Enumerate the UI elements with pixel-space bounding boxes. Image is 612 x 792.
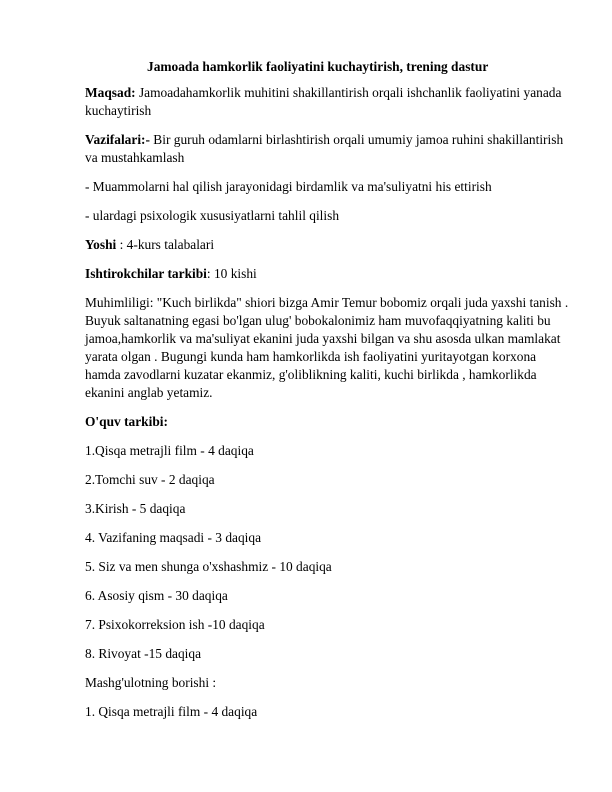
importance-paragraph: Muhimliligi: "Kuch birlikda" shiori bizga Amir Temur bobomiz orqali juda yaxshi tanish . Buyuk saltanatning egasi bo'lgan ulug' bobokalonimiz ham muvofaqqiyatning kaliti bu jamoa,hamkorlik va ma'suliyat ekanini juda yaxshi bilgan va shu asosda ulkan mamlakat yarata olgan . Bugungi kunda ham hamkorlikda ish faoliyatini yuritayotgan korxona hamda zavodlarni kuzatar ekanmiz, g'oliblikning kaliti, kuchi birlikda , hamkorlikda ekanini anglab yetamiz. (85, 295, 569, 400)
participants-text: : 10 kishi (206, 266, 257, 281)
curriculum-label: O'quv tarkibi: (85, 414, 168, 429)
goal-text: Jamoadahamkorlik muhitini shakillantirish orqali ishchanlik faoliyatini yanada kuchaytirish (85, 85, 562, 118)
task-item-3: - ulardagi psixologik xususiyatlarni tahlil qilish (85, 208, 340, 223)
curriculum-item-2: 2.Tomchi suv - 2 daqiqa (85, 472, 215, 487)
age-text: : 4-kurs talabalari (116, 237, 215, 252)
goal-label: Maqsad: (85, 85, 136, 100)
curriculum-item-1: 1.Qisqa metrajli film - 4 daqiqa (85, 443, 254, 458)
task-item-2: - Muammolarni hal qilish jarayonidagi birdamlik va ma'suliyatni his ettirish (85, 179, 492, 194)
goal-paragraph (85, 84, 575, 120)
session-heading: Mashg'ulotning borishi : (85, 675, 217, 690)
participants-label: Ishtirokchilar tarkibi (85, 266, 207, 281)
curriculum-item-4: 4. Vazifaning maqsadi - 3 daqiqa (85, 530, 262, 545)
curriculum-heading (85, 413, 575, 431)
document-body (85, 58, 575, 732)
document-title: Jamoada hamkorlik faoliyatini kuchaytirish, trening dastur (147, 59, 489, 74)
participants-paragraph (85, 265, 575, 283)
curriculum-item-8: 8. Rivoyat -15 daqiqa (85, 646, 202, 661)
tasks-paragraph (85, 131, 575, 167)
tasks-text: Bir guruh odamlarni birlashtirish orqali umumiy jamoa ruhini shakillantirish va mustahkamlash (85, 132, 564, 165)
age-paragraph (85, 236, 575, 254)
curriculum-item-5: 5. Siz va men shunga o'xshashmiz - 10 daqiqa (85, 559, 332, 574)
age-label: Yoshi (85, 237, 117, 252)
curriculum-item-7: 7. Psixokorreksion ish -10 daqiqa (85, 617, 265, 632)
tasks-label: Vazifalari:- (85, 132, 150, 147)
session-item-1: 1. Qisqa metrajli film - 4 daqiqa (85, 704, 258, 719)
curriculum-item-3: 3.Kirish - 5 daqiqa (85, 501, 186, 516)
curriculum-item-6: 6. Asosiy qism - 30 daqiqa (85, 588, 228, 603)
